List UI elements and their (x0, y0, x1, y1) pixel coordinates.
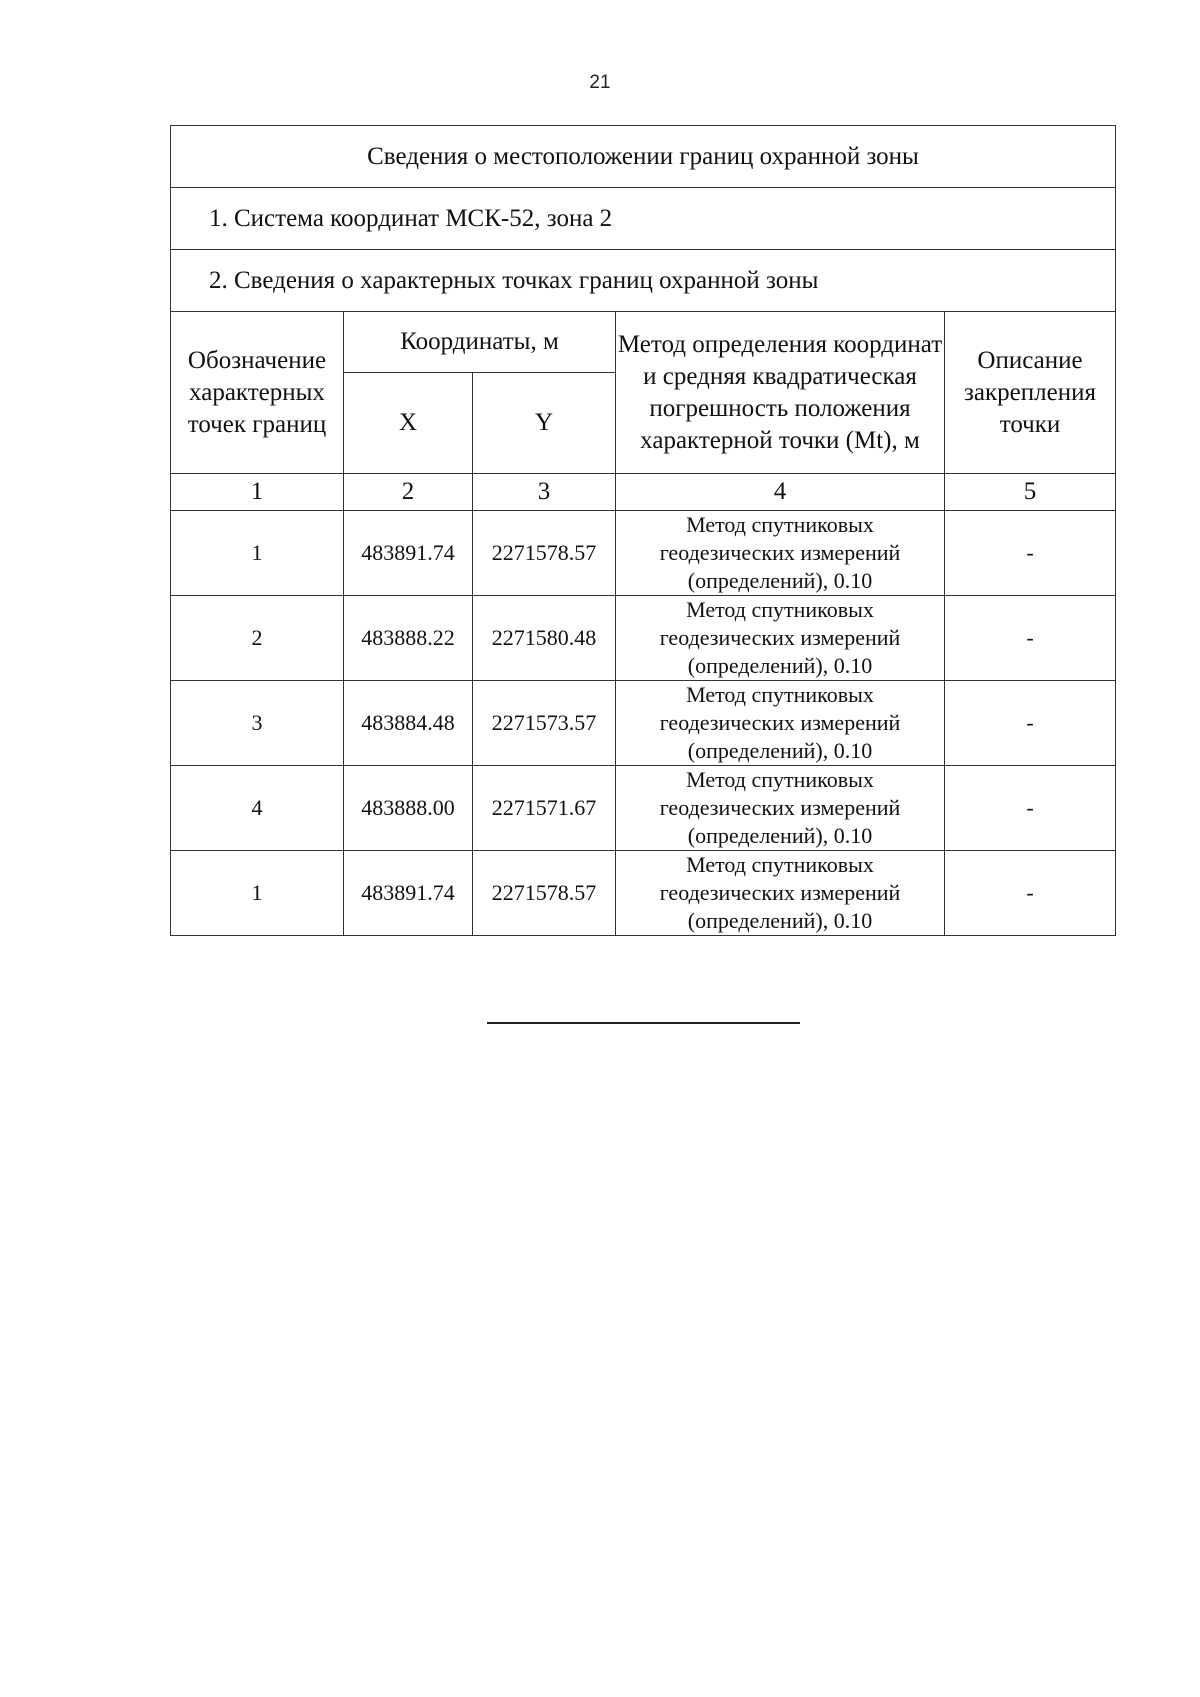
column-number: 3 (473, 474, 616, 511)
method-cell: Метод спутниковых геодезических измерений (определений), 0.10 (616, 511, 945, 596)
x-cell: 483884.48 (344, 681, 473, 766)
description-cell: - (945, 511, 1116, 596)
column-number: 4 (616, 474, 945, 511)
y-cell: 2271578.57 (473, 511, 616, 596)
point-cell: 4 (171, 766, 344, 851)
header-x: X (344, 373, 473, 474)
x-cell: 483891.74 (344, 511, 473, 596)
column-number-row (171, 474, 1116, 511)
header-y: Y (473, 373, 616, 474)
column-number: 2 (344, 474, 473, 511)
point-cell: 1 (171, 851, 344, 936)
point-cell: 1 (171, 511, 344, 596)
y-cell: 2271571.67 (473, 766, 616, 851)
header-row-top (171, 312, 1116, 373)
y-cell: 2271578.57 (473, 851, 616, 936)
table-row (171, 511, 1116, 596)
x-cell: 483888.00 (344, 766, 473, 851)
column-number: 5 (945, 474, 1116, 511)
section-row (171, 188, 1116, 250)
header-designation: Обозначение характерных точек границ (171, 312, 344, 474)
header-description: Описание закрепления точки (945, 312, 1116, 474)
header-coordinates: Координаты, м (344, 312, 616, 373)
table-row (171, 596, 1116, 681)
boundary-points-table (170, 125, 1116, 936)
point-cell: 3 (171, 681, 344, 766)
method-cell: Метод спутниковых геодезических измерений (определений), 0.10 (616, 596, 945, 681)
description-cell: - (945, 851, 1116, 936)
description-cell: - (945, 681, 1116, 766)
x-cell: 483891.74 (344, 851, 473, 936)
characteristic-points-section: 2. Сведения о характерных точках границ охранной зоны (171, 250, 1116, 312)
end-of-document-line (487, 1022, 800, 1024)
description-cell: - (945, 766, 1116, 851)
page-number: 21 (589, 72, 611, 93)
point-cell: 2 (171, 596, 344, 681)
section-row (171, 250, 1116, 312)
table-title: Сведения о местоположении границ охранной зоны (171, 126, 1116, 188)
method-cell: Метод спутниковых геодезических измерений (определений), 0.10 (616, 851, 945, 936)
header-method: Метод определения координат и средняя квадратическая погрешность положения характерной точки (Mt), м (616, 312, 945, 474)
table-row (171, 766, 1116, 851)
y-cell: 2271580.48 (473, 596, 616, 681)
method-cell: Метод спутниковых геодезических измерений (определений), 0.10 (616, 766, 945, 851)
table-row (171, 851, 1116, 936)
table-row (171, 681, 1116, 766)
x-cell: 483888.22 (344, 596, 473, 681)
y-cell: 2271573.57 (473, 681, 616, 766)
column-number: 1 (171, 474, 344, 511)
table-title-row (171, 126, 1116, 188)
coordinate-system-section: 1. Система координат МСК-52, зона 2 (171, 188, 1116, 250)
method-cell: Метод спутниковых геодезических измерений (определений), 0.10 (616, 681, 945, 766)
description-cell: - (945, 596, 1116, 681)
